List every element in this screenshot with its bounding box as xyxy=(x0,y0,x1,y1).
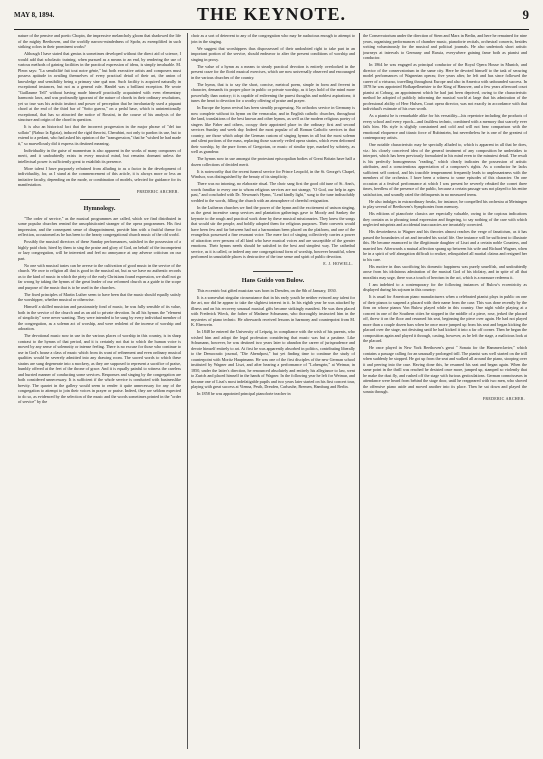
article-paragraph: I am indebted to a contemporary for the following instances of Bulow's eccentricity as displayed during his sojourn in this country: xyxy=(363,281,527,292)
article-paragraph: We suggest that worshippers thus dispossessed of their undoubted right to take part in an important portion of the service, should endeavor to alter the present conditions of worship and singing in proxy. xyxy=(191,45,355,62)
article-paragraph: The fixed principles of Martin Luther seem to have been that the music should equally satisfy the worshipper, whether musical or otherwise. xyxy=(18,291,181,302)
article-paragraph: Possibly the musical directors of these Sunday performances, satisfied in the possession of a highly paid choir, hired by them to sing the praise and glory of God, on behalf of the incompetent or lazy congregation, will be interested and feel no annoyance at any adverse criticism on our part. xyxy=(18,239,181,261)
page-number: 9 xyxy=(522,7,529,22)
article-paragraph: In 1848 he entered the University of Leipzig, in compliance with the wish of his parents, who wished him and adopt the legal profession considering that music was but a pastime. Like Schumann, however, he was destined two years later to abandon the career of jurisprudence and devote himself entirely to art. At first he was apparently absorbed in politics, contributing liberally to the Democratic journal, "Die Abendpost," but yet finding time to continue the study of counterpoint with Moritz Hauptmann. He was one of the first disciples of the new German school instituted by Wagner and Liszt, and after hearing a performance of "Lohengrin," at Weimar, in 1850, under the latter's direction, he renounced absolutely and entirely his allegiance to law, went to Zurich and placed himself in the hands of Wagner. In the following year he left for Weimar, and became one of Liszt's most indefatigable pupils and two years later started on his first concert tour, playing with great success at Vienna, Pesth, Dresden, Carlsruhe, Bremen, Hamburg and Berlin. xyxy=(191,329,355,389)
article-paragraph: In 1858 he was appointed principal pianoforte teacher in xyxy=(197,391,291,396)
article-paragraph: No one with musical tastes can be averse to the cultivation of good music in the service of the church. We owe to religion all that is good in the musical art, but as we have no authentic records as to the kind of music in which the piety of the early Christians found expression, we shall not go far wrong by taking the hymns of the great leader of our reformed church as a guide to the scope and purpose of the music that is to be used in the churches. xyxy=(18,262,181,290)
article-paragraph: the Conservatorium under the direction of Stern and Marx in Berlin, and here he remained for nine years, organising performances of chamber music, pianoforte recitals, orchestral concerts, besides writing voluminously for the musical and political journals. He also undertook short artistic journeys at intervals to Germany and Russia, everywhere gaining fame both as pianist and conductor. xyxy=(363,33,527,60)
column-divider xyxy=(359,33,360,749)
article-paragraph: "The order of service," as the musical programmes are called, which we find distributed in some popular churches remind the unsophisticated stranger of the opera programmes. His first impression, and the consequent sense of disappointment, provide him with a fruitful theme for reflection, accustomed as he has been to the hearty congregational church music of the old world. xyxy=(18,215,181,237)
author-signature: E. J. HOWELL. xyxy=(323,261,353,266)
article-paragraph: nature of the pensive and poetic Chopin, the impressive melancholy gloom that shadowed the life of the mighty Beethoven, and the worldly narrow-mindedness of Spohr, as exemplified in such striking colors in their prominent works? xyxy=(18,33,181,49)
article-paragraph: There was no intoning, no elaborate ritual. The choir sang first the good old tune of St. Ann's, words familiar to every one to whom religious services are not strange, "O God, our help in ages past," and concluded with Dr. Newman's Hymn, "Lead kindly light," sung to the tune indissolubly wedded to the words, filling the church with an atmosphere of cheerful resignation. xyxy=(191,181,355,203)
section-divider xyxy=(253,271,293,272)
issue-date: MAY 8, 1894. xyxy=(14,11,55,19)
hymnology-body xyxy=(18,216,181,405)
article-heading-hymnology: Hymnology. xyxy=(83,204,116,212)
article-paragraph: This eccentric but gifted musician was born in Dresden, on the 8th of January, 1830. xyxy=(197,287,337,293)
article-paragraph: As a pianist he is remarkable alike for his versatility—his repertoire including the products of every school and every epoch—and faultless technic, combined with a memory that scarcely ever fails him. His style is slightly constrained and cold and will not bear comparison with the emotional eloquence and titanic force of Rubinstein, but nevertheless he is one of the greatest of contemporary artists. xyxy=(363,113,527,140)
article-paragraph: The hymn, that is to say the short, concise, metrical poem, simple in form and fervent in character, demands its proper place in public or private worship, as it lays hold of the mind more powerfully than oratory; it is capable of enlivening the purest thoughts and noblest aspirations; it tunes the heart to devotion for a worthy offering of praise and prayer. xyxy=(191,81,355,103)
article-paragraph: The hymns now in use amongst the protestant episcopalian bodies of Great Britain have half a dozen collections of decided merit. xyxy=(191,156,355,167)
article-paragraph: His motive in thus sacrificing his domestic happiness was purely unselfish, and undoubtedly arose from his idolatrous admiration of the musical God of his idolatry, and in spite of all that moralists may urge, there was a touch of heroism in the act, which is a measure redeems it. xyxy=(363,263,527,280)
column-3 xyxy=(363,33,527,751)
article-paragraph: choir as a sort of deterrent to any of the congregation who may be audacious enough to attempt to join in the singing. xyxy=(191,33,355,44)
article-paragraph: In Europe the hymn revival has been steadily progressing. No orthodox service in Germany is now complete without its hymn on the vernacular, and in English catholic churches, throughout the land, translations of the best known and other hymns, as well as the modern religious poetry of singers like Faber and others, occupy their appointed place in the ordinary first and second services Sunday and week day. Indeed the most popular of all Roman Catholic services in that country, are those which adopt the German custom of singing hymns in all but the most solemn and silent portions of the mass, replacing those scarcely veiled opera strains, which even deformed their worship, by the pure forms of Gregorian, or music of similar type, marked by sobriety, as well as grandeur. xyxy=(191,105,355,154)
author-signature: FREDERIC ARCHER. xyxy=(482,396,525,401)
article-paragraph: One notable characteristic may be specially alluded to, which is apparent in all that he does, viz.: his closely conceived idea of the general treatment of any composition he undertakes to interpret, which has been previously formulated in his mind even to the minutest detail. The result is his perfectly homogeneous "reading," which clearly indicates the possession of artistic attributes, and a conscientious appreciation of a composer's rights. As a conductor he lacks sufficient self control, and his irascible temperament frequently leads to unpleasantness with the members of the orchestra. I have been a witness to some episodes of this character. On one occasion at a festival performance at which I was present he severely rebuked the cornet three times, heedless of the presence of the public, because a certain passage was not played to his entire satisfaction, and soundly rated the delinquents in no measured terms. xyxy=(363,142,527,197)
article-paragraph: The value of a hymn as a means to steady practical devotion is entirely overlooked in the present craze for the florid musical exercises, which are now universally observed and encouraged in the various churches of the country. xyxy=(191,63,355,80)
author-signature: FREDERIC ARCHER. xyxy=(136,189,179,194)
article-paragraph: The devotional music now in use in the various places of worship in this country, is in sharp contrast to the hymns of that period, and it is certainly not that to which the human voice is moved by any sense of solemnity or intense feeling. There is no excuse for those who continue to use in God's house a class of music which from its want of refinement and even ordinary musical qualities would be severely admitted into any drawing room. The sacred words to which these strains are sung degenerate into a mockery, as they are supposed to represent a sacrifice of praise, humbly offered at the feet of the throne of grace. And it is equally painful to witness the careless and hurried manner of conducting some services. Responses and singing by the congregation are both considered unnecessary. It is sufficient if the whole service is conducted with businesslike brevity. The quartet in the gallery would seem to render it quite unnecessary for any of the congregation to attempt to join their voices in prayer or praise. Indeed, they are seldom expected to do so, as evidenced by the selection of the music and the words sometimes printed in the "order of service" by the xyxy=(18,333,181,404)
article-paragraph: In the Lutheran churches we find the power of the hymn and the excitement of unison singing, as the great incentive camp services and plantation gatherings gave to Moody and Sankey the keynote to the rough and practical work done by these musical missionaries. They knew the songs that would stir the people, and boldly adopted them for religious purposes. Their converts would have been few and far between had not a harmonium been placed on the platform, and one of the evangelists possessed a fine resonant voice. The mere fact of singing collectively carries a power of attraction over persons of all kind who have musical voices and are susceptible of the greater emotions. Their hymns needs should be satisfied in the best and simplest way. The cathedral service, as it is called, or indeed any one congregational form of worship, however beautiful, when performed in unsuitable places is destructive of the true sense and spirit of public devotion. xyxy=(191,204,355,259)
article-paragraph: Although I have stated that genius is sometimes developed without the direct aid of science, I would add that scholastic training, when pursued as a means to an end, by rendering the use of various methods of gaining facilities in the practical expression of ideas, is simply invaluable. M. Pleon says: "La sensibilité fait tout notre génie," but both executive artists and composers must possess aptitude in availing themselves of every practical detail of their art, the union of knowledge and sensibility being a primary sine quâ non. Such facility is acquired naturally in exceptional instances, but not as a general rule. Handel was a brilliant exception. He wrote "Guillaume Tell" without having made himself practically acquainted with even elementary harmonic laws, and was profoundly ignorant of the nature of chords in their ordinary resolutions, yet so true was his artistic instinct and power of perception that he involuntarily used a piquant chord at the end of the third bar of "Sotto guerra," on a pedal base, which is unintentionally exceptional, that has so attracted the notice of Rossini, in the course of his analysis of the structure and origin of the chord in question. xyxy=(18,51,181,122)
article-paragraph: In 1864 he was engaged as principal conductor of the Royal Opera House in Munich, and director of the conservatorium in the same city. Here he devoted himself to the task of securing model performances of Wagnerian operas; five years after, he left and has since followed the career of a virtuoso, travelling throughout Europe and also in America with unbounded success. In 1878 he was appointed Hofkapellmeister to the King of Hanover, and a few years afterward court pianist at Coburg, an appointment which he had just been deprived, owing to the characteristic method he adopted of publicly informing the musical world at large that his admiration of the professional ability of Herr Hulsen, Court opera director, was not exactly in accordance with that individual's estimate of his own worth. xyxy=(363,62,527,111)
bulow-body xyxy=(191,288,355,397)
article-paragraph: It is noteworthy that the recent funeral service for Prince Leopold, in the St. George's Chapel, Windsor, was distinguished by the beauty of its simplicity. xyxy=(191,168,355,179)
article-paragraph: Himself a skilled musician and passionately fond of music, he was fully sensible of its value, both in the service of the church and as an aid to private devotion. In all his hymns the "element of simplicity" were never wanting. They were intended to be sung by every individual member of the congregation, as a solemn act of worship, and were redolent of the incense of worship and adoration. xyxy=(18,304,181,331)
column-1 xyxy=(18,33,181,751)
masthead xyxy=(14,4,529,28)
article-paragraph: He once played in New York Beethoven's great " Sonata for the Hammerclavier," which contains a passage calling for an unusually prolonged trill. The pianist was well started on the trill when suddenly he stopped. He got up from the seat and walked all around the piano, stooping over it and peering into the case. Having done this, he resumed his seat and began again. When the same point in the thrill was reached he desisted once more, jumped up, stamped so violently that he make the dust fly, and rushed off the stage with furious gesticulations. German connoisseurs in attendance were heard from behind the stage door, until he reappeared with two men, who shoved the offensive piano aside and moved another into its place. Then he sat down and played the sonata through. xyxy=(363,345,527,394)
bulow-body-continued xyxy=(363,33,527,395)
article-continued-body xyxy=(18,33,181,188)
column-divider xyxy=(187,33,188,749)
column-2 xyxy=(191,33,355,751)
article-paragraph: It is a somewhat singular circumstance that in his early youth he neither evinced any talent for the art, nor did he appear to take the slightest interest in it. In his eighth year he was attacked by illness and on his recovery unusual musical gifts became strikingly manifest. He was then placed with Frederick Wieck, the father of Madame Schumann, who thoroughly instructed him in the mysteries of piano technic. He afterwards received lessons in harmony and counterpoint from M. K. Eberwein. xyxy=(191,294,355,327)
article-paragraph: More talent I have purposely refrained from alluding to as a factor in the development of individuality, for, as I stand at the commencement of this article, it is always more or less an imitative faculty, depending on the mode, or combination of models, selected for guidance for its manifestation. xyxy=(18,165,181,187)
header-rule xyxy=(14,29,529,30)
hymnology-body-continued xyxy=(191,33,355,260)
article-paragraph: His editions of pianoforte classics are especially valuable, owing to the copious indications they contain as to phrasing tonal expression and fingering, to say nothing of the care with which neglected misprints and accidental inaccuracies are invariably corrected. xyxy=(363,211,527,227)
article-paragraph: His devotedness to Wagner and his theories almost reaches the verge of fanaticism, as it has passed the boundaries of art and invaded his social life. One instance will be sufficient to illustrate this. He became enamored to the illegitimate daughter of Liszt and a certain noble Countess, and married her. Afterwards a mutual affection sprang up between his wife and Richard Wagner, when he in a spirit of self abnegation difficult to realize, relinquished all marital claims and resigned her to his care. xyxy=(363,229,527,262)
article-paragraph: Individuality in the guise of mannerism is also apparent in the works of many composers of merit, and it undoubtedly exists in every musical mind, but remains dormant unless the intellectual power is sufficiently great to establish its presence. xyxy=(18,147,181,164)
section-divider xyxy=(80,199,120,200)
article-paragraph: It is usual for American piano manufacturers when a celebrated pianist plays in public on one of their pianos to suspend a placard with their name from the case. This was done recently by the firm on whose pianos Von Bulow played while in this country. One night while playing at a concert in one of the Southern cities he stopped in the middle of a piece, rose, jerked the placard off, threw it on the floor and resumed his seat, beginning the piece over again. He had not played more than a couple dozen bars when he once more jumped up from his seat and began kicking the placard over the stage, not desisting until he had kicked it into a far off corner. Then he began the composition again and played it through, casting, however, as he left the stage, a malicious look at the placard. xyxy=(363,294,527,343)
article-paragraph: It is also an historical fact that the incorrect progression in the major phrase of "del tuo sollato" (Nabuo la Egizia), induced the rigid theorist, Cherubini, not only to pardon its use, but to extend to a pedant, who had asked his opinion of the "transgression," that he "wished he had made it," so marvellously did it express its destined meaning. xyxy=(18,124,181,146)
newspaper-title: THE KEYNOTE. xyxy=(196,4,347,24)
article-paragraph: He also indulges in extraordinary freaks, for instance, he compelled his orchestra at Meiningen to play several of Beethoven's Symphonies from memory. xyxy=(363,198,527,209)
article-heading-bulow: Hans Guido von Bulow. xyxy=(241,276,305,284)
